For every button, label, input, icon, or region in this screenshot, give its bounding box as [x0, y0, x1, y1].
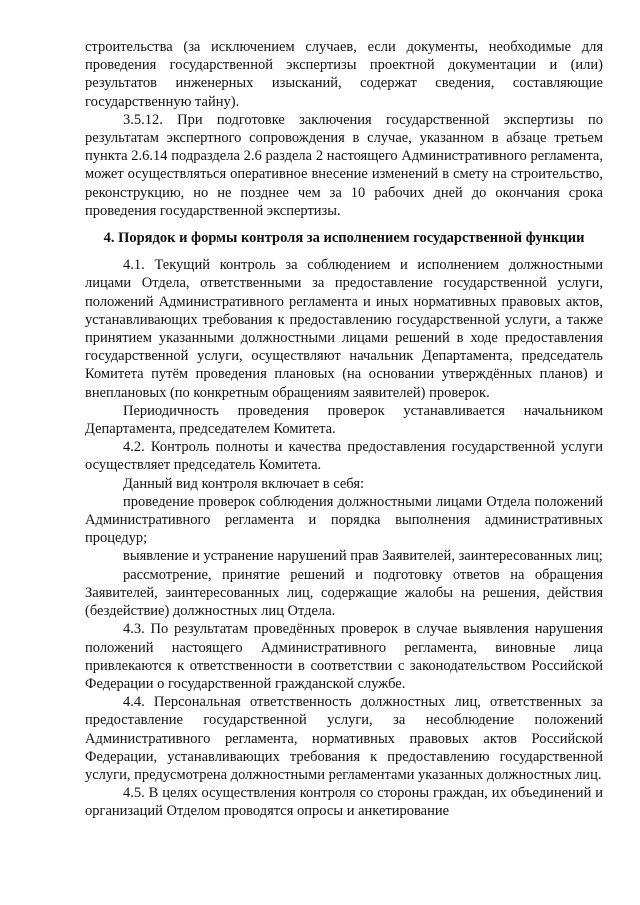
paragraph-4-4: 4.4. Персональная ответственность должностных лиц, ответственных за предоставление государственной услуги, за несоблюдение положений Административного регламента, нормативных правовых актов Российской Федерации, устанавливающих требования к предоставлению государственной услуги, предусмотрена должностными регламентами указанных должностных лиц. — [85, 694, 603, 783]
paragraph-4-2: 4.2. Контроль полноты и качества предоставления государственной услуги осуществляет председатель Комитета. — [85, 439, 603, 474]
paragraph-control-includes: Данный вид контроля включает в себя: — [123, 475, 365, 492]
paragraph-3-5-12: 3.5.12. При подготовке заключения государственной экспертизы по результатам экспертного сопровождения в случае, указанном в абзаце третьем пункта 2.6.14 подраздела 2.6 раздела 2 настоящего Административного регламента, может осуществляться оперативное внесение изменений в смету на строительство, реконструкцию, но не позднее чем за 10 рабочих дней до окончания срока проведения государственной экспертизы. — [85, 111, 603, 219]
paragraph-continuation: строительства (за исключением случаев, если документы, необходимые для проведения государственной экспертизы проектной документации и (или) результатов инженерных изысканий, содержат сведения, составляющие государственную тайну). — [85, 39, 603, 110]
paragraph-list-item: выявление и устранение нарушений прав Заявителей, заинтересованных лиц; — [123, 548, 603, 565]
document-page — [85, 38, 603, 821]
paragraph-periodicity: Периодичность проведения проверок устанавливается начальником Департамента, председателем Комитета. — [85, 402, 603, 438]
paragraph-4-1: 4.1. Текущий контроль за соблюдением и исполнением должностными лицами Отдела, ответственными за предоставление государственной услуги, положений Административного регламента и иных нормативных правовых актов, устанавливающих требования к предоставлению государственной услуги, а также принятием указанными должностными лицами решений в ходе предоставления государственной услуги, осуществляют начальник Департамента, председатель Комитета путём проведения плановых (на основании утверждённых планов) и внеплановых (по конкретным обращениям заявителей) проверок. — [85, 257, 603, 401]
paragraph-4-3: 4.3. По результатам проведённых проверок в случае выявления нарушения положений настоящего Административного регламента, виновные лица привлекаются к ответственности в соответствии с законодательством Российской Федерации о государственной гражданской службе. — [85, 621, 603, 692]
paragraph-list-item: рассмотрение, принятие решений и подготовку ответов на обращения Заявителей, заинтересованных лиц, содержащие жалобы на решения, действия (бездействие) должностных лиц Отдела. — [85, 566, 603, 620]
paragraph-4-5: 4.5. В целях осуществления контроля со стороны граждан, их объединений и организаций Отделом проводятся опросы и анкетирование — [85, 785, 603, 820]
section-heading: 4. Порядок и формы контроля за исполнением государственной функции — [103, 230, 585, 247]
paragraph-list-item: проведение проверок соблюдения должностными лицами Отдела положений Административного регламента и порядка выполнения административных процедур; — [85, 493, 603, 547]
